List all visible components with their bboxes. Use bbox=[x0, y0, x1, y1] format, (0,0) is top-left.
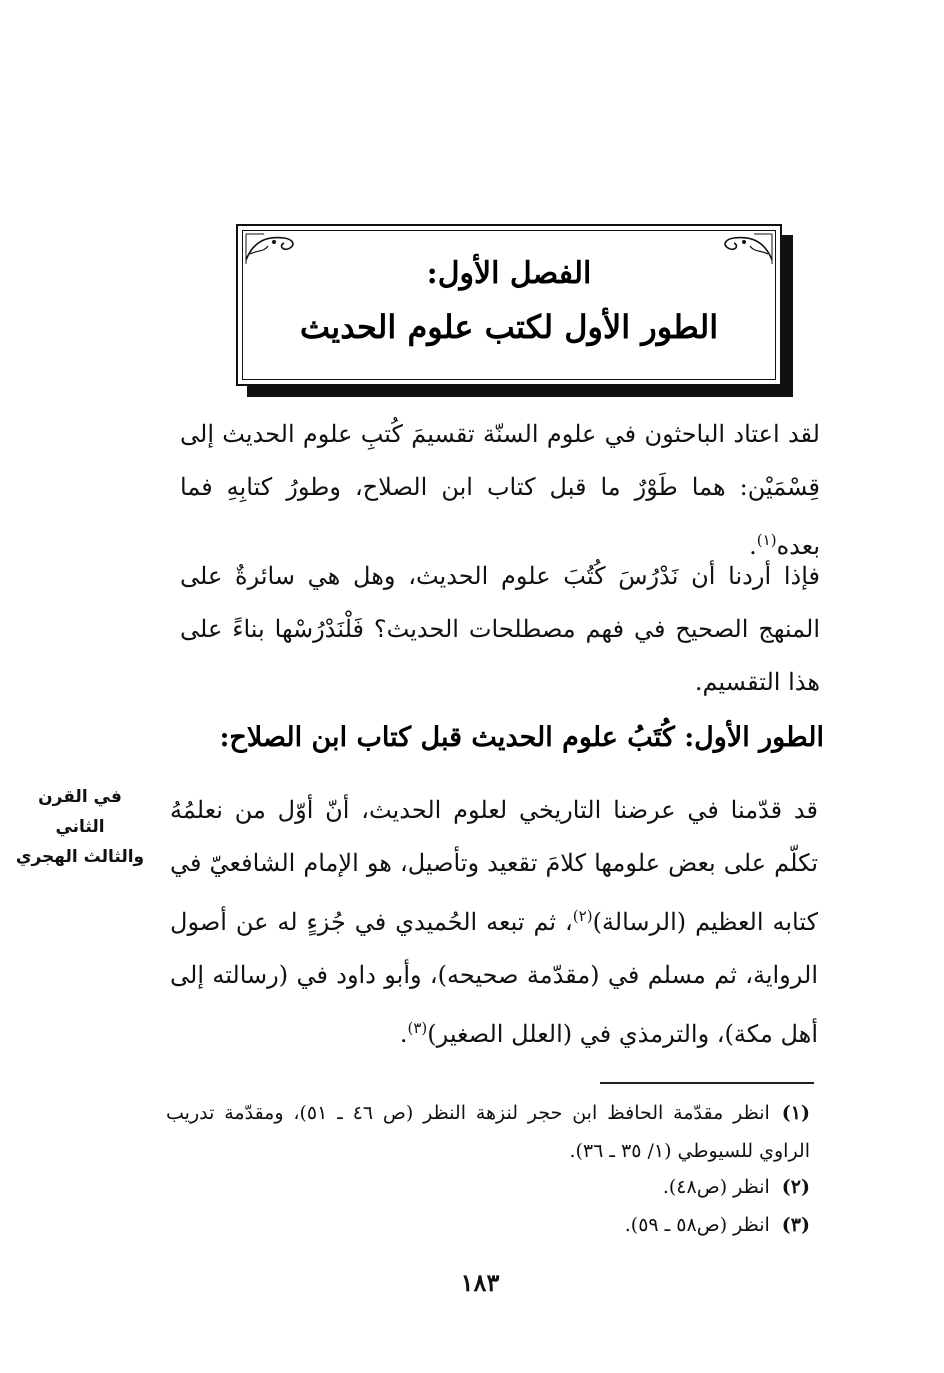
footnote-2-number: (٢) bbox=[781, 1176, 810, 1198]
paragraph-third-text-b: ، ثم تبعه الحُميدي في جُزءٍ له عن أصول الرواية، ثم مسلم في (مقدّمة صحيحه)، وأبو داود في (رسالته إلى أهل مكة)، والترمذي في (العلل الصغير) bbox=[170, 908, 818, 1048]
footnote-2-text: انظر (ص٤٨). bbox=[662, 1176, 770, 1198]
paragraph-intro-text: لقد اعتاد الباحثون في علوم السنّة تقسيمَ كُتبِ علوم الحديث إلى قِسْمَيْن: هما طَوْرٌ ما قبل كتاب ابن الصلاح، وطورُ كتابِهِ فما بعده bbox=[180, 420, 821, 560]
paragraph-second: فإذا أردنا أن نَدْرُسَ كُتُبَ علوم الحديث، وهل هي سائرةٌ على المنهج الصحيح في فهم مصطلحات الحديث؟ فَلْنَدْرُسْها بناءً على هذا التقسيم. bbox=[180, 562, 820, 696]
footnote-ref-3: (٣) bbox=[407, 1019, 428, 1037]
footnote-ref-2: (٢) bbox=[572, 907, 593, 925]
paragraph-third-end: . bbox=[399, 1020, 408, 1048]
footnote-separator bbox=[600, 1082, 814, 1084]
page-number: ١٨٣ bbox=[460, 1268, 500, 1297]
footnote-3-number: (٣) bbox=[781, 1214, 810, 1236]
footnote-3-text: انظر (ص٥٨ ـ ٥٩). bbox=[624, 1214, 770, 1236]
margin-note bbox=[14, 782, 146, 872]
chapter-title-box bbox=[236, 224, 782, 386]
chapter-title: الطور الأول لكتب علوم الحديث bbox=[299, 308, 719, 346]
chapter-title-inner-frame bbox=[242, 230, 776, 380]
paragraph-third bbox=[170, 784, 818, 1061]
paragraph-intro-end: . bbox=[749, 532, 757, 560]
paragraph-intro bbox=[180, 408, 820, 573]
margin-note-line-2: والثالث الهجري bbox=[15, 847, 145, 867]
footnote-1 bbox=[166, 1094, 810, 1170]
paragraph-third-text-a: قد قدّمنا في عرضنا التاريخي لعلوم الحديث، أنّ أوّل من نعلمُهُ تكلّم على بعض علومها كلامَ تقعيد وتأصيل، هو الإمام الشافعيّ في كتابه العظيم (الرسالة) bbox=[170, 796, 819, 936]
footnote-2 bbox=[166, 1168, 810, 1206]
footnote-1-text: انظر مقدّمة الحافظ ابن حجر لنزهة النظر (ص ٤٦ ـ ٥١)، ومقدّمة تدريب الراوي للسيوطي (١/ ٣٥ ـ ٣٦). bbox=[166, 1102, 810, 1162]
footnote-3 bbox=[166, 1206, 810, 1244]
section-heading: الطور الأول: كُتَبُ علوم الحديث قبل كتاب ابن الصلاح: bbox=[219, 722, 824, 753]
footnote-ref-1: (١) bbox=[756, 531, 777, 549]
chapter-label: الفصل الأول: bbox=[426, 256, 592, 291]
margin-note-line-1: في القرن الثاني bbox=[38, 787, 122, 837]
footnote-1-number: (١) bbox=[781, 1102, 810, 1124]
